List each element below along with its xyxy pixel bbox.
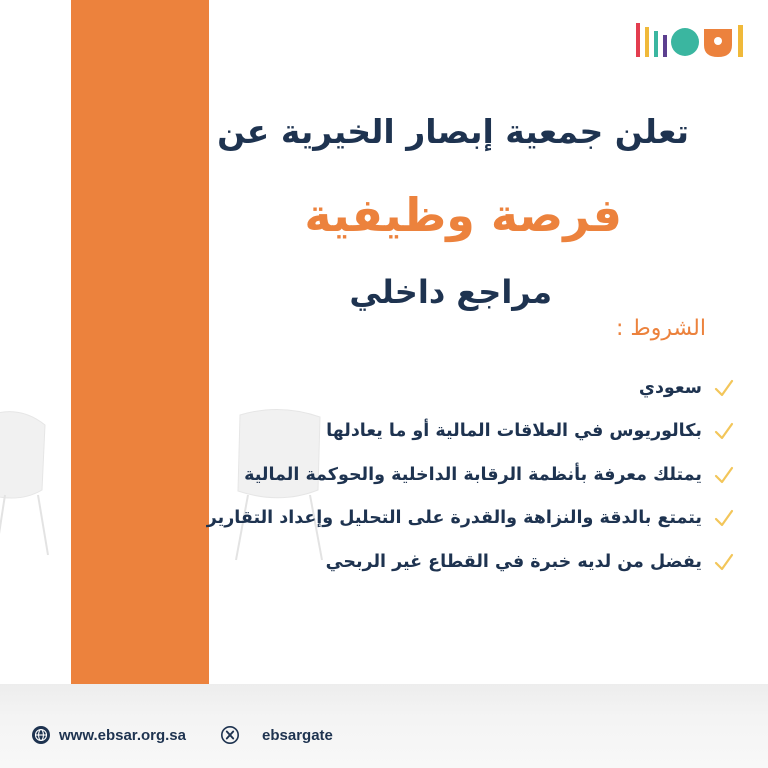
website-link[interactable] — [32, 726, 186, 744]
condition-text: يمتلك معرفة بأنظمة الرقابة الداخلية والحوكمة المالية — [244, 464, 702, 485]
checkmark-icon — [714, 378, 734, 398]
ebsar-logo-icon — [636, 17, 748, 61]
condition-item — [174, 497, 734, 541]
conditions-label: الشروط : — [616, 316, 706, 341]
checkmark-icon — [714, 465, 734, 485]
checkmark-icon — [714, 552, 734, 572]
globe-icon — [32, 726, 50, 744]
job-opportunity-title: فرصة وظيفية — [304, 188, 622, 242]
social-link[interactable] — [221, 726, 333, 744]
conditions-list — [174, 366, 734, 584]
website-text: www.ebsar.org.sa — [59, 726, 186, 744]
condition-item — [174, 540, 734, 584]
condition-text: يفضل من لديه خبرة في القطاع غير الربحي — [325, 551, 702, 572]
condition-text: يتمتع بالدقة والنزاهة والقدرة على التحليل وإعداد التقارير — [206, 508, 702, 529]
social-handle-text: ebsargate — [262, 726, 333, 744]
checkmark-icon — [714, 508, 734, 528]
announcement-heading: تعلن جمعية إبصار الخيرية عن — [217, 112, 689, 151]
job-title: مراجع داخلي — [349, 273, 552, 311]
condition-item — [174, 453, 734, 497]
condition-item — [174, 410, 734, 454]
x-logo-icon — [221, 726, 239, 744]
condition-text: سعودي — [638, 377, 702, 398]
condition-text: بكالوريوس في العلاقات المالية أو ما يعادلها — [326, 421, 702, 442]
condition-item — [174, 366, 734, 410]
checkmark-icon — [714, 421, 734, 441]
